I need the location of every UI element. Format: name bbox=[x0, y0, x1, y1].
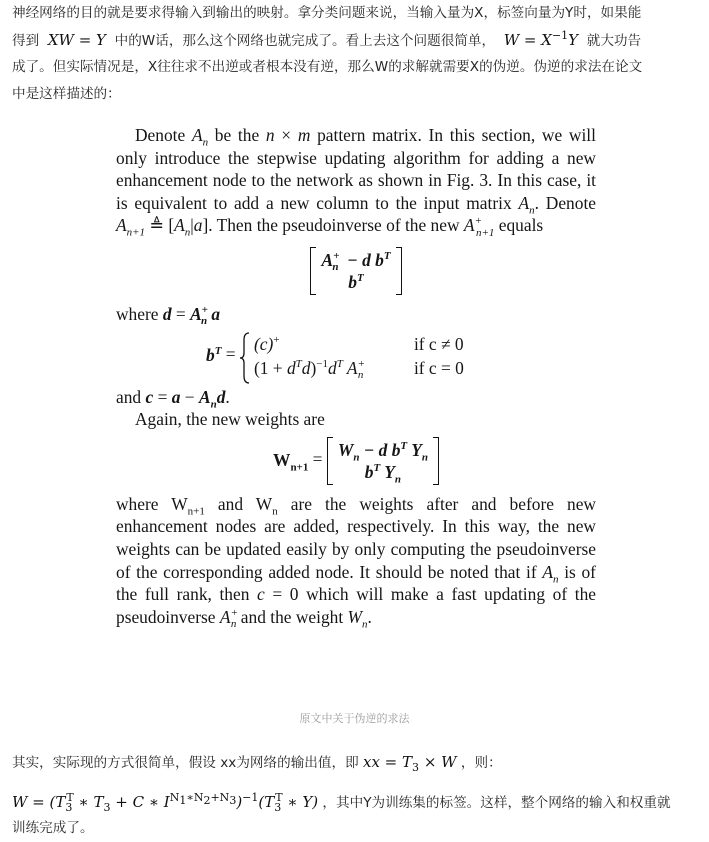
equation-pseudoinverse: $A^+_n - d$ $b^T$ $b^T$ bbox=[116, 247, 596, 295]
math-w-formula: $W = (T_3^T$ ∗ $T_3 + C$ ∗ $I^{N_1∗N_2+N_3})^{-1}(T_3^T$ ∗ Y) bbox=[12, 791, 319, 814]
intro-line-2 bbox=[12, 27, 702, 55]
equation-bt-cases: $b^T$ = (c)+ if c ≠ 0 $(1 + d^Td)^{-1}d^T$ $A^+_n$ if c = 0 bbox=[206, 333, 464, 382]
intro-text: 就大功告 bbox=[586, 32, 642, 49]
math-xw-eq-y: XW = Y bbox=[47, 30, 106, 49]
bottom-line-3: 训练完成了。 bbox=[12, 820, 94, 836]
paper-and-c: and $c = a - A_nd$. bbox=[116, 386, 230, 411]
intro-line-3: 成了。但实际情况是，X往往求不出逆或者根本没有逆，那么W的求解就需要X的伪逆。伪逆的求法在论文 bbox=[12, 59, 643, 75]
bottom-line-2: $W = (T_3^T$ ∗ $T_3 + C$ ∗ $I^{N_1∗N_2+N_3})^{-1}(T_3^T$ ∗ Y) ，其中Y为训练集的标签。这样，整个网络的输入和权重就 bbox=[12, 791, 671, 814]
math-w-eq-xinv-y: $W = X^{-1}Y$ bbox=[503, 28, 579, 49]
intro-text: 得到 bbox=[12, 32, 40, 49]
intro-text: 中的W话，那么这个网络也就完成了。看上去这个问题很简单， bbox=[114, 32, 496, 49]
paper-again: Again, the new weights are bbox=[135, 409, 325, 430]
intro-line-1: 神经网络的目的就是要求得输入到输出的映射。拿分类问题来说，当输入量为X，标签向量为Y时，如果能 bbox=[12, 5, 642, 21]
paper-paragraph-1: Denote $A_n$ be the n × m pattern matrix. In this section, we will only introduce the stepwise updating algorithm for adding a new enhancement node to the network as shown in Fig. 3. In this case, it is equivalent to add a new column to the input matrix $A_n$. Denote $A_{n+1}$ ≜ $[A_n|a]$. Then the pseudoinverse of the new $A^+_{n+1}$ equals bbox=[116, 125, 596, 239]
figure-caption: 原文中关于伪逆的求法 bbox=[299, 712, 410, 725]
equation-new-weights: $W_{n+1}$ = $W_n - d$ $b^T$ $Y_n$ $b^T$ $Y_n$ bbox=[116, 437, 596, 485]
intro-line-4: 中是这样描述的： bbox=[12, 85, 121, 102]
paper-paragraph-2: where $W_{n+1}$ and $W_n$ are the weights after and before new enhancement nodes are added, respectively. In this way, the new weights can be updated easily by only computing the pseudoinverse of the corresponding added node. It should be noted that if $A_n$ is of the full rank, then c = 0 which will make a fast updating of the pseudoinverse $A^+_n$ and the weight $W_n$. bbox=[116, 493, 596, 631]
intro-paragraph bbox=[12, 0, 702, 107]
math-xx-eq: xx = $T_3 \times W$ bbox=[363, 753, 457, 774]
bottom-line-1: 其实，实际现的方式很简单，假设 xx为网络的输出值，即 xx = $T_3 \times W$ ，则： bbox=[12, 753, 502, 774]
paper-where-d: where $d = A^+_n$ a bbox=[116, 303, 221, 328]
paper-excerpt bbox=[116, 124, 596, 631]
